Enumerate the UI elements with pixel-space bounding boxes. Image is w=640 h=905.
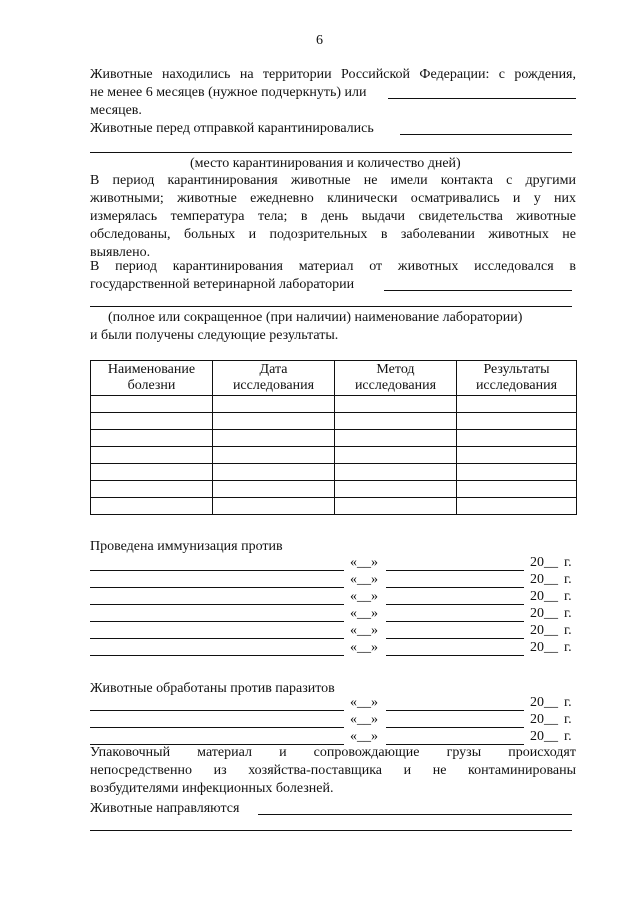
- day-field[interactable]: «__»: [350, 695, 378, 710]
- table-cell[interactable]: [457, 413, 577, 430]
- table-header-row: [91, 361, 577, 396]
- destination-blank-1[interactable]: [258, 814, 572, 815]
- table-cell[interactable]: [335, 481, 457, 498]
- table-row: [91, 413, 577, 430]
- table-cell[interactable]: [213, 498, 335, 515]
- month-blank[interactable]: [386, 639, 524, 656]
- month-blank[interactable]: [386, 588, 524, 605]
- year-suffix: г.: [564, 623, 572, 638]
- quarantine-blank-2[interactable]: [90, 152, 572, 153]
- year-field[interactable]: 20__: [530, 623, 558, 638]
- year-field[interactable]: 20__: [530, 695, 558, 710]
- table-cell[interactable]: [457, 396, 577, 413]
- packaging-line: непосредственно из хозяйства-поставщика и не контаминированы: [90, 763, 576, 778]
- year-field[interactable]: 20__: [530, 606, 558, 621]
- table-cell[interactable]: [335, 413, 457, 430]
- table-cell[interactable]: [457, 481, 577, 498]
- parasite-name-blank[interactable]: [90, 728, 344, 745]
- immunization-name-blank[interactable]: [90, 605, 344, 622]
- header-date: Дата исследования: [213, 361, 335, 396]
- immunization-row: [90, 622, 576, 640]
- year-suffix: г.: [564, 572, 572, 587]
- immunization-name-blank[interactable]: [90, 571, 344, 588]
- packaging-paragraph: [90, 744, 576, 798]
- contact-line: измерялась температура тела; в день выдачи свидетельства животные: [90, 209, 576, 224]
- destination-label: Животные направляются: [90, 801, 240, 816]
- destination-blank-2[interactable]: [90, 830, 572, 831]
- table-cell[interactable]: [91, 498, 213, 515]
- table-cell[interactable]: [213, 413, 335, 430]
- lab-caption: (полное или сокращенное (при наличии) наименование лаборатории): [108, 310, 523, 325]
- day-field[interactable]: «__»: [350, 712, 378, 727]
- results-table: [90, 360, 577, 515]
- lab-blank-2[interactable]: [90, 306, 572, 307]
- contact-line: В период карантинирования животные не имели контакта с другими: [90, 173, 576, 188]
- packaging-line: возбудителями инфекционных болезней.: [90, 781, 334, 796]
- contact-line: животными; животные ежедневно клинически осматривались и у них: [90, 191, 576, 206]
- year-suffix: г.: [564, 606, 572, 621]
- header-disease: Наименование болезни: [91, 361, 213, 396]
- month-blank[interactable]: [386, 694, 524, 711]
- quarantine-label: Животные перед отправкой карантинировались: [90, 121, 374, 136]
- month-blank[interactable]: [386, 711, 524, 728]
- parasite-row: [90, 694, 576, 712]
- immunization-row: [90, 554, 576, 572]
- table-cell[interactable]: [457, 464, 577, 481]
- parasites-heading: Животные обработаны против паразитов: [90, 681, 335, 696]
- table-cell[interactable]: [457, 447, 577, 464]
- month-blank[interactable]: [386, 622, 524, 639]
- month-blank[interactable]: [386, 554, 524, 571]
- months-blank[interactable]: [388, 98, 576, 99]
- month-blank[interactable]: [386, 571, 524, 588]
- table-cell[interactable]: [213, 481, 335, 498]
- year-field[interactable]: 20__: [530, 712, 558, 727]
- table-cell[interactable]: [213, 464, 335, 481]
- day-field[interactable]: «__»: [350, 640, 378, 655]
- immunization-name-blank[interactable]: [90, 588, 344, 605]
- table-row: [91, 447, 577, 464]
- territory-line-3: месяцев.: [90, 103, 142, 118]
- month-blank[interactable]: [386, 605, 524, 622]
- immunization-row: [90, 605, 576, 623]
- year-suffix: г.: [564, 640, 572, 655]
- table-cell[interactable]: [457, 498, 577, 515]
- results-intro: и были получены следующие результаты.: [90, 328, 339, 343]
- table-row: [91, 464, 577, 481]
- immunization-row: [90, 588, 576, 606]
- year-field[interactable]: 20__: [530, 729, 558, 744]
- table-cell[interactable]: [91, 447, 213, 464]
- year-suffix: г.: [564, 695, 572, 710]
- contact-line: обследованы, больных и подозрительных в заболевании животных не: [90, 227, 576, 242]
- contact-line: выявлено.: [90, 245, 151, 260]
- lab-blank-1[interactable]: [384, 290, 572, 291]
- month-blank[interactable]: [386, 728, 524, 745]
- year-field[interactable]: 20__: [530, 589, 558, 604]
- year-field[interactable]: 20__: [530, 555, 558, 570]
- table-row: [91, 396, 577, 413]
- immunization-row: [90, 571, 576, 589]
- table-cell[interactable]: [335, 447, 457, 464]
- immunization-heading: Проведена иммунизация против: [90, 539, 283, 554]
- table-cell[interactable]: [91, 430, 213, 447]
- table-cell[interactable]: [335, 464, 457, 481]
- page-number: 6: [316, 33, 323, 48]
- parasite-row: [90, 711, 576, 729]
- day-field[interactable]: «__»: [350, 729, 378, 744]
- header-results: Результаты исследования: [457, 361, 577, 396]
- year-suffix: г.: [564, 555, 572, 570]
- table-cell[interactable]: [91, 464, 213, 481]
- contact-paragraph: [90, 172, 576, 262]
- table-cell[interactable]: [91, 481, 213, 498]
- table-cell[interactable]: [457, 430, 577, 447]
- territory-line-1: Животные находились на территории Российской Федерации: с рождения,: [90, 67, 576, 82]
- immunization-name-blank[interactable]: [90, 639, 344, 656]
- immunization-name-blank[interactable]: [90, 622, 344, 639]
- table-row: [91, 498, 577, 515]
- table-cell[interactable]: [213, 396, 335, 413]
- table-cell[interactable]: [91, 396, 213, 413]
- day-field[interactable]: «__»: [350, 606, 378, 621]
- table-row: [91, 481, 577, 498]
- quarantine-caption: (место карантинирования и количество дней): [190, 156, 461, 171]
- year-suffix: г.: [564, 712, 572, 727]
- table-row: [91, 430, 577, 447]
- packaging-line: Упаковочный материал и сопровождающие грузы происходят: [90, 745, 576, 760]
- table-cell[interactable]: [213, 447, 335, 464]
- day-field[interactable]: «__»: [350, 572, 378, 587]
- table-cell[interactable]: [335, 498, 457, 515]
- territory-line-2: не менее 6 месяцев (нужное подчеркнуть) или: [90, 85, 367, 100]
- parasite-name-blank[interactable]: [90, 711, 344, 728]
- table-cell[interactable]: [335, 430, 457, 447]
- year-field[interactable]: 20__: [530, 640, 558, 655]
- table-cell[interactable]: [335, 396, 457, 413]
- immunization-name-blank[interactable]: [90, 554, 344, 571]
- year-suffix: г.: [564, 589, 572, 604]
- table-cell[interactable]: [213, 430, 335, 447]
- year-suffix: г.: [564, 729, 572, 744]
- lab-line-2: государственной ветеринарной лаборатории: [90, 277, 355, 292]
- lab-line-1: В период карантинирования материал от животных исследовался в: [90, 259, 576, 274]
- header-method: Метод исследования: [335, 361, 457, 396]
- table-cell[interactable]: [91, 413, 213, 430]
- immunization-row: [90, 639, 576, 657]
- day-field[interactable]: «__»: [350, 589, 378, 604]
- day-field[interactable]: «__»: [350, 555, 378, 570]
- parasite-name-blank[interactable]: [90, 694, 344, 711]
- year-field[interactable]: 20__: [530, 572, 558, 587]
- quarantine-blank-1[interactable]: [400, 134, 572, 135]
- day-field[interactable]: «__»: [350, 623, 378, 638]
